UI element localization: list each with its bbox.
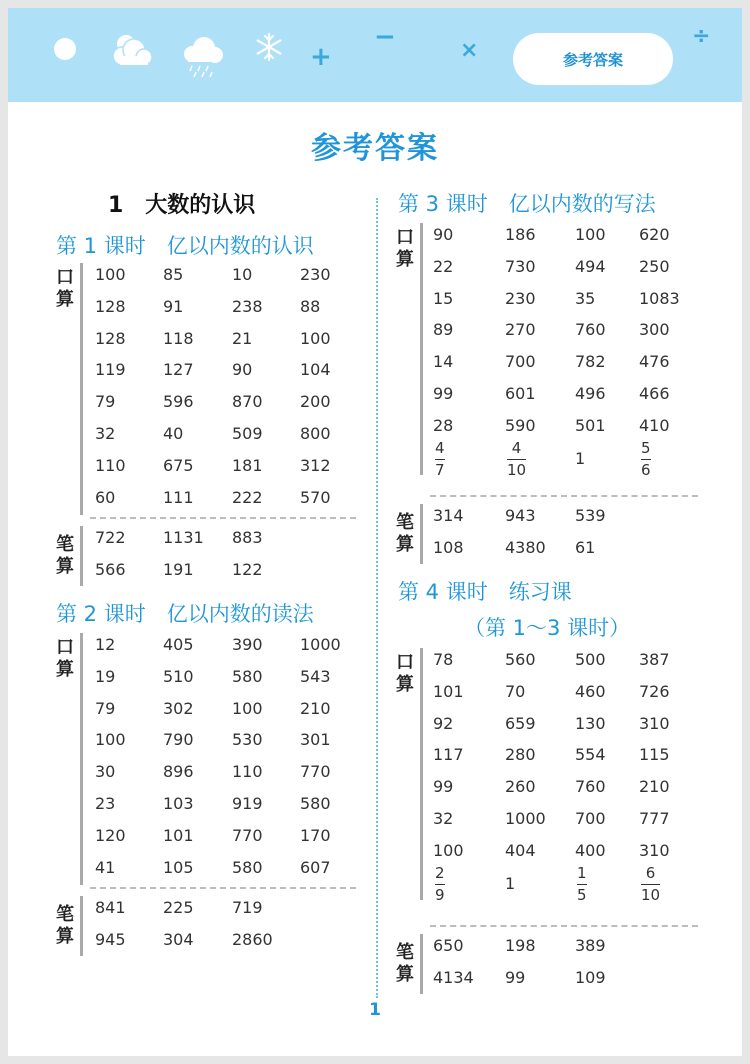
answer-cell: 312 [300, 455, 331, 475]
answer-cell: 238 [232, 296, 263, 316]
written-calc-bar [420, 934, 423, 994]
answer-cell: 945 [95, 929, 126, 949]
lesson-heading: 第 2 课时 亿以内数的读法 [56, 602, 314, 626]
answer-cell: 90 [232, 360, 253, 380]
answer-cell: 128 [95, 296, 126, 316]
fraction-answer [435, 865, 445, 904]
answer-cell: 760 [575, 777, 606, 797]
fraction-answer [435, 440, 445, 479]
answer-cell: 100 [95, 730, 126, 750]
answer-cell: 270 [505, 320, 536, 340]
written-calc-label: 笔算 [396, 942, 414, 985]
page [8, 8, 742, 1056]
written-calc-label: 笔算 [396, 512, 414, 555]
answer-cell: 390 [232, 635, 263, 654]
answer-cell: 210 [639, 777, 670, 797]
answer-cell: 496 [575, 384, 606, 403]
answer-cell: 89 [433, 320, 454, 340]
answer-cell: 100 [433, 840, 464, 860]
answer-cell: 222 [232, 487, 263, 507]
fraction-answer [507, 440, 526, 479]
answer-cell: 118 [163, 328, 194, 348]
answer-cell: 314 [433, 506, 464, 525]
answer-cell: 14 [433, 352, 454, 372]
answer-cell: 15 [433, 288, 454, 308]
answer-cell: 70 [505, 681, 526, 701]
answer-cell: 230 [505, 288, 536, 308]
fraction-bar [435, 459, 445, 460]
answer-cell: 101 [433, 681, 464, 701]
answer-cell: 554 [575, 745, 606, 765]
answer-cell: 501 [575, 415, 606, 435]
answer-cell: 300 [639, 320, 670, 340]
fraction-numerator: 5 [641, 438, 651, 457]
answer-cell: 100 [300, 328, 331, 348]
written-calc-bar [80, 896, 83, 956]
oral-calc-label: 口算 [396, 652, 414, 695]
oral-calc-label: 口算 [56, 267, 74, 310]
oral-calc-bar [80, 633, 83, 885]
answer-cell: 92 [433, 713, 454, 733]
answer-cell: 99 [433, 384, 454, 403]
answer-cell: 389 [575, 936, 606, 955]
answer-cell: 200 [300, 392, 331, 412]
answer-cell: 21 [232, 328, 253, 348]
answer-cell: 12 [95, 635, 116, 654]
answer-cell: 41 [95, 857, 116, 877]
answer-cell: 580 [232, 857, 263, 877]
answer-cell: 601 [505, 384, 536, 403]
answer-cell: 85 [163, 265, 184, 284]
answer-cell: 100 [575, 225, 606, 244]
lesson-heading: 第 4 课时 练习课 [398, 580, 572, 604]
answer-cell: 510 [163, 666, 194, 686]
column-divider [376, 198, 378, 998]
answer-cell: 730 [505, 256, 536, 276]
answer-cell: 777 [639, 809, 670, 828]
answer-cell: 404 [505, 840, 536, 860]
sun-icon [54, 38, 76, 60]
answer-cell: 722 [95, 528, 126, 547]
answer-cell: 410 [639, 415, 670, 435]
fraction-bar [577, 884, 587, 885]
answer-cell: 841 [95, 898, 126, 917]
answer-cell: 2860 [232, 929, 273, 949]
answer-cell: 198 [505, 936, 536, 955]
written-calc-bar [80, 526, 83, 586]
fraction-denominator: 6 [641, 460, 651, 479]
answer-cell: 170 [300, 825, 331, 845]
answer-cell: 675 [163, 455, 194, 475]
fraction-bar [435, 884, 445, 885]
answer-cell: 301 [300, 730, 331, 750]
answer-cell: 4380 [505, 537, 546, 557]
header-band [8, 8, 742, 102]
fraction-bar [507, 459, 526, 460]
fraction-numerator: 4 [435, 438, 445, 457]
answer-cell: 800 [300, 424, 331, 443]
answer-cell: 659 [505, 713, 536, 733]
answer-cell: 460 [575, 681, 606, 701]
answer-cell: 596 [163, 392, 194, 412]
answer-cell: 620 [639, 225, 670, 244]
answer-cell: 32 [95, 424, 116, 443]
minus-icon: − [374, 22, 396, 52]
answer-cell: 100 [232, 698, 263, 718]
lesson-heading: 第 1 课时 亿以内数的认识 [56, 234, 314, 258]
answer-cell: 726 [639, 681, 670, 701]
answer-cell: 104 [300, 360, 331, 380]
answer-cell: 494 [575, 256, 606, 276]
fraction-numerator: 2 [435, 863, 445, 882]
rain-cloud-icon [178, 34, 226, 80]
answer-cell: 181 [232, 455, 263, 475]
answer-cell: 115 [639, 745, 670, 765]
fraction-denominator: 10 [641, 885, 661, 904]
answer-cell: 405 [163, 635, 194, 654]
answer-cell: 560 [505, 650, 536, 669]
oral-calc-bar [420, 223, 423, 475]
answer-cell: 111 [163, 487, 194, 507]
answer-cell: 400 [575, 840, 606, 860]
answer-cell: 108 [433, 537, 464, 557]
oral-calc-bar [80, 263, 83, 515]
answer-cell: 1 [505, 873, 516, 893]
answer-cell: 387 [639, 650, 670, 669]
oral-calc-label: 口算 [396, 227, 414, 270]
answer-cell: 590 [505, 415, 536, 435]
answer-cell: 32 [433, 809, 454, 828]
lesson-subheading: （第 1～3 课时） [464, 616, 631, 640]
answer-cell: 260 [505, 777, 536, 797]
answer-cell: 539 [575, 506, 606, 525]
answer-cell: 1131 [163, 528, 204, 547]
answer-cell: 90 [433, 225, 454, 244]
times-icon: × [460, 38, 479, 63]
answer-cell: 650 [433, 936, 464, 955]
section-separator [90, 517, 356, 519]
answer-cell: 250 [639, 256, 670, 276]
answer-cell: 580 [300, 794, 331, 813]
answer-cell: 896 [163, 762, 194, 782]
answer-cell: 23 [95, 794, 116, 813]
answer-badge: 参考答案 [513, 33, 673, 85]
fraction-answer [577, 865, 587, 904]
answer-cell: 280 [505, 745, 536, 765]
answer-cell: 28 [433, 415, 454, 435]
answer-cell: 88 [300, 296, 321, 316]
answer-cell: 302 [163, 698, 194, 718]
answer-cell: 79 [95, 698, 116, 718]
written-calc-label: 笔算 [56, 904, 74, 947]
answer-cell: 4134 [433, 967, 474, 987]
oral-calc-bar [420, 648, 423, 900]
answer-cell: 99 [505, 967, 526, 987]
divide-icon: ÷ [692, 24, 711, 49]
answer-cell: 509 [232, 424, 263, 443]
answer-cell: 580 [232, 666, 263, 686]
unit-heading: 1 大数的认识 [108, 193, 256, 218]
oral-calc-label: 口算 [56, 637, 74, 680]
answer-cell: 128 [95, 328, 126, 348]
answer-cell: 230 [300, 265, 331, 284]
answer-cell: 186 [505, 225, 536, 244]
cloud-sun-icon [108, 30, 156, 68]
answer-cell: 109 [575, 967, 606, 987]
answer-cell: 1083 [639, 288, 680, 308]
answer-cell: 543 [300, 666, 331, 686]
written-calc-label: 笔算 [56, 534, 74, 577]
answer-cell: 943 [505, 506, 536, 525]
answer-cell: 105 [163, 857, 194, 877]
answer-cell: 35 [575, 288, 596, 308]
answer-cell: 310 [639, 840, 670, 860]
answer-cell: 122 [232, 559, 263, 579]
fraction-numerator: 4 [511, 438, 522, 457]
answer-cell: 1000 [300, 635, 341, 654]
answer-cell: 500 [575, 650, 606, 669]
plus-icon: + [310, 42, 332, 72]
answer-cell: 782 [575, 352, 606, 372]
fraction-answer [641, 865, 660, 904]
fraction-denominator: 7 [435, 460, 445, 479]
answer-cell: 530 [232, 730, 263, 750]
answer-cell: 30 [95, 762, 116, 782]
answer-cell: 110 [232, 762, 263, 782]
answer-cell: 770 [232, 825, 263, 845]
answer-cell: 566 [95, 559, 126, 579]
fraction-numerator: 6 [645, 863, 656, 882]
answer-cell: 191 [163, 559, 194, 579]
answer-cell: 91 [163, 296, 184, 316]
answer-cell: 22 [433, 256, 454, 276]
answer-cell: 1000 [505, 809, 546, 828]
answer-cell: 790 [163, 730, 194, 750]
answer-cell: 99 [433, 777, 454, 797]
answer-cell: 700 [505, 352, 536, 372]
answer-cell: 700 [575, 809, 606, 828]
answer-cell: 100 [95, 265, 126, 284]
answer-cell: 919 [232, 794, 263, 813]
answer-cell: 466 [639, 384, 670, 403]
lesson-heading: 第 3 课时 亿以内数的写法 [398, 192, 656, 216]
answer-cell: 570 [300, 487, 331, 507]
answer-cell: 225 [163, 898, 194, 917]
section-separator [90, 887, 356, 889]
answer-cell: 10 [232, 265, 253, 284]
answer-cell: 60 [95, 487, 116, 507]
fraction-numerator: 1 [577, 863, 587, 882]
page-number: 1 [369, 1000, 381, 1020]
answer-cell: 79 [95, 392, 116, 412]
answer-cell: 61 [575, 537, 596, 557]
snowflake-icon [254, 32, 284, 62]
answer-cell: 770 [300, 762, 331, 782]
answer-cell: 117 [433, 745, 464, 765]
answer-cell: 130 [575, 713, 606, 733]
written-calc-bar [420, 504, 423, 564]
fraction-denominator: 10 [507, 460, 527, 479]
answer-cell: 40 [163, 424, 184, 443]
answer-cell: 607 [300, 857, 331, 877]
answer-cell: 127 [163, 360, 194, 380]
fraction-answer [641, 440, 651, 479]
answer-cell: 870 [232, 392, 263, 412]
answer-cell: 210 [300, 698, 331, 718]
answer-cell: 304 [163, 929, 194, 949]
section-separator [430, 495, 698, 497]
answer-cell: 110 [95, 455, 126, 475]
answer-cell: 883 [232, 528, 263, 547]
answer-cell: 120 [95, 825, 126, 845]
answer-cell: 760 [575, 320, 606, 340]
answer-cell: 310 [639, 713, 670, 733]
answer-cell: 103 [163, 794, 194, 813]
answer-cell: 119 [95, 360, 126, 380]
fraction-bar [641, 884, 660, 885]
fraction-denominator: 5 [577, 885, 587, 904]
fraction-bar [641, 459, 651, 460]
section-separator [430, 925, 698, 927]
answer-cell: 1 [575, 448, 586, 468]
page-title: 参考答案 [311, 131, 439, 166]
answer-cell: 19 [95, 666, 116, 686]
answer-cell: 476 [639, 352, 670, 372]
answer-cell: 719 [232, 898, 263, 917]
answer-cell: 101 [163, 825, 194, 845]
answer-cell: 78 [433, 650, 454, 669]
fraction-denominator: 9 [435, 885, 445, 904]
